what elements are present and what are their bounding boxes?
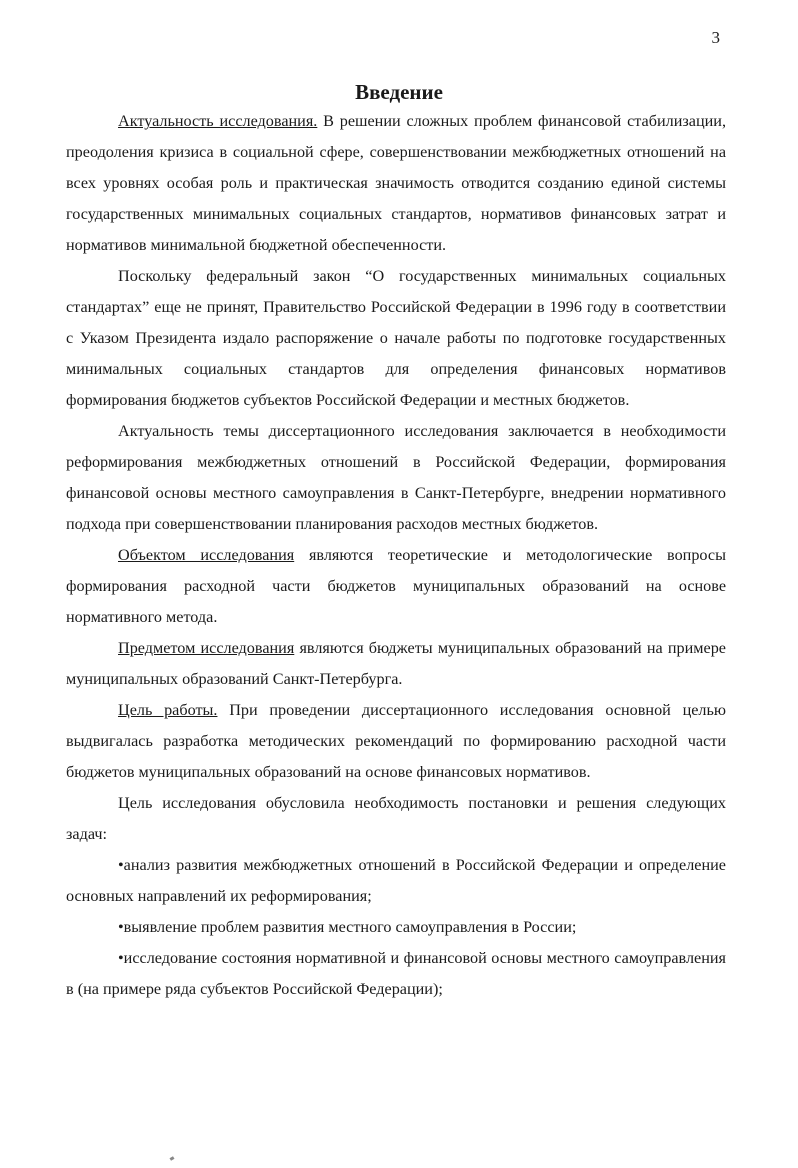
underlined-lead: Цель работы. <box>118 701 218 719</box>
list-item-text: •выявление проблем развития местного самоуправления в России; <box>118 918 577 936</box>
paragraph-object <box>66 540 726 633</box>
list-item <box>66 943 726 1005</box>
underlined-lead: Объектом исследования <box>118 546 295 564</box>
paragraph-text: Цель исследования обусловила необходимость постановки и решения следующих задач: <box>66 794 726 843</box>
paragraph-goal <box>66 695 726 788</box>
page-number: 3 <box>711 28 720 47</box>
paragraph-tasks-intro <box>66 788 726 850</box>
list-item-text: •анализ развития межбюджетных отношений в Российской Федерации и определение основных направлений их реформирования; <box>66 856 726 905</box>
list-item-text: •исследование состояния нормативной и финансовой основы местного самоуправления в (на примере ряда субъектов Российской Федерации); <box>66 949 726 998</box>
scan-mark <box>170 1156 175 1161</box>
paragraph-text: являются бюджеты муниципальных образований на примере муниципальных образований Санкт-Петербурга. <box>66 639 726 688</box>
list-item <box>66 912 726 943</box>
document-body <box>66 106 726 1005</box>
paragraph-text: При проведении диссертационного исследования основной целью выдвигалась разработка методических рекомендаций по формированию расходной части бюджетов муниципальных образований на основе финансовых нормативов. <box>66 701 726 781</box>
paragraph-federal-law <box>66 261 726 416</box>
paragraph-text: являются теоретические и методологические вопросы формирования расходной части бюджетов муниципальных образований на основе нормативного метода. <box>66 546 726 626</box>
paragraph-subject <box>66 633 726 695</box>
underlined-lead: Предметом исследования <box>118 639 295 657</box>
paragraph-text: Актуальность темы диссертационного исследования заключается в необходимости реформирования межбюджетных отношений в Российской Федерации, формирования финансовой основы местного самоуправления в Санкт-Петербурге, внедрении нормативного подхода при совершенствовании планирования расходов местных бюджетов. <box>66 422 726 533</box>
list-item <box>66 850 726 912</box>
paragraph-text: Поскольку федеральный закон “О государственных минимальных социальных стандартах” еще не принят, Правительство Российской Федерации в 1996 году в соответствии с Указом Президента издало распоряжение о начале работы по подготовке государственных минимальных социальных стандартов для определения финансовых нормативов формирования бюджетов субъектов Российской Федерации и местных бюджетов. <box>66 267 726 409</box>
underlined-lead: Актуальность исследования. <box>118 112 318 130</box>
page-title: Введение <box>355 80 443 104</box>
paragraph-text: В решении сложных проблем финансовой стабилизации, преодоления кризиса в социальной сфере, совершенствовании межбюджетных отношений на всех уровнях особая роль и практическая значимость отводится созданию единой системы государственных минимальных социальных стандартов, нормативов финансовых затрат и нормативов минимальной бюджетной обеспеченности. <box>66 112 726 254</box>
paragraph-topic-relevance <box>66 416 726 540</box>
paragraph-relevance <box>66 106 726 261</box>
